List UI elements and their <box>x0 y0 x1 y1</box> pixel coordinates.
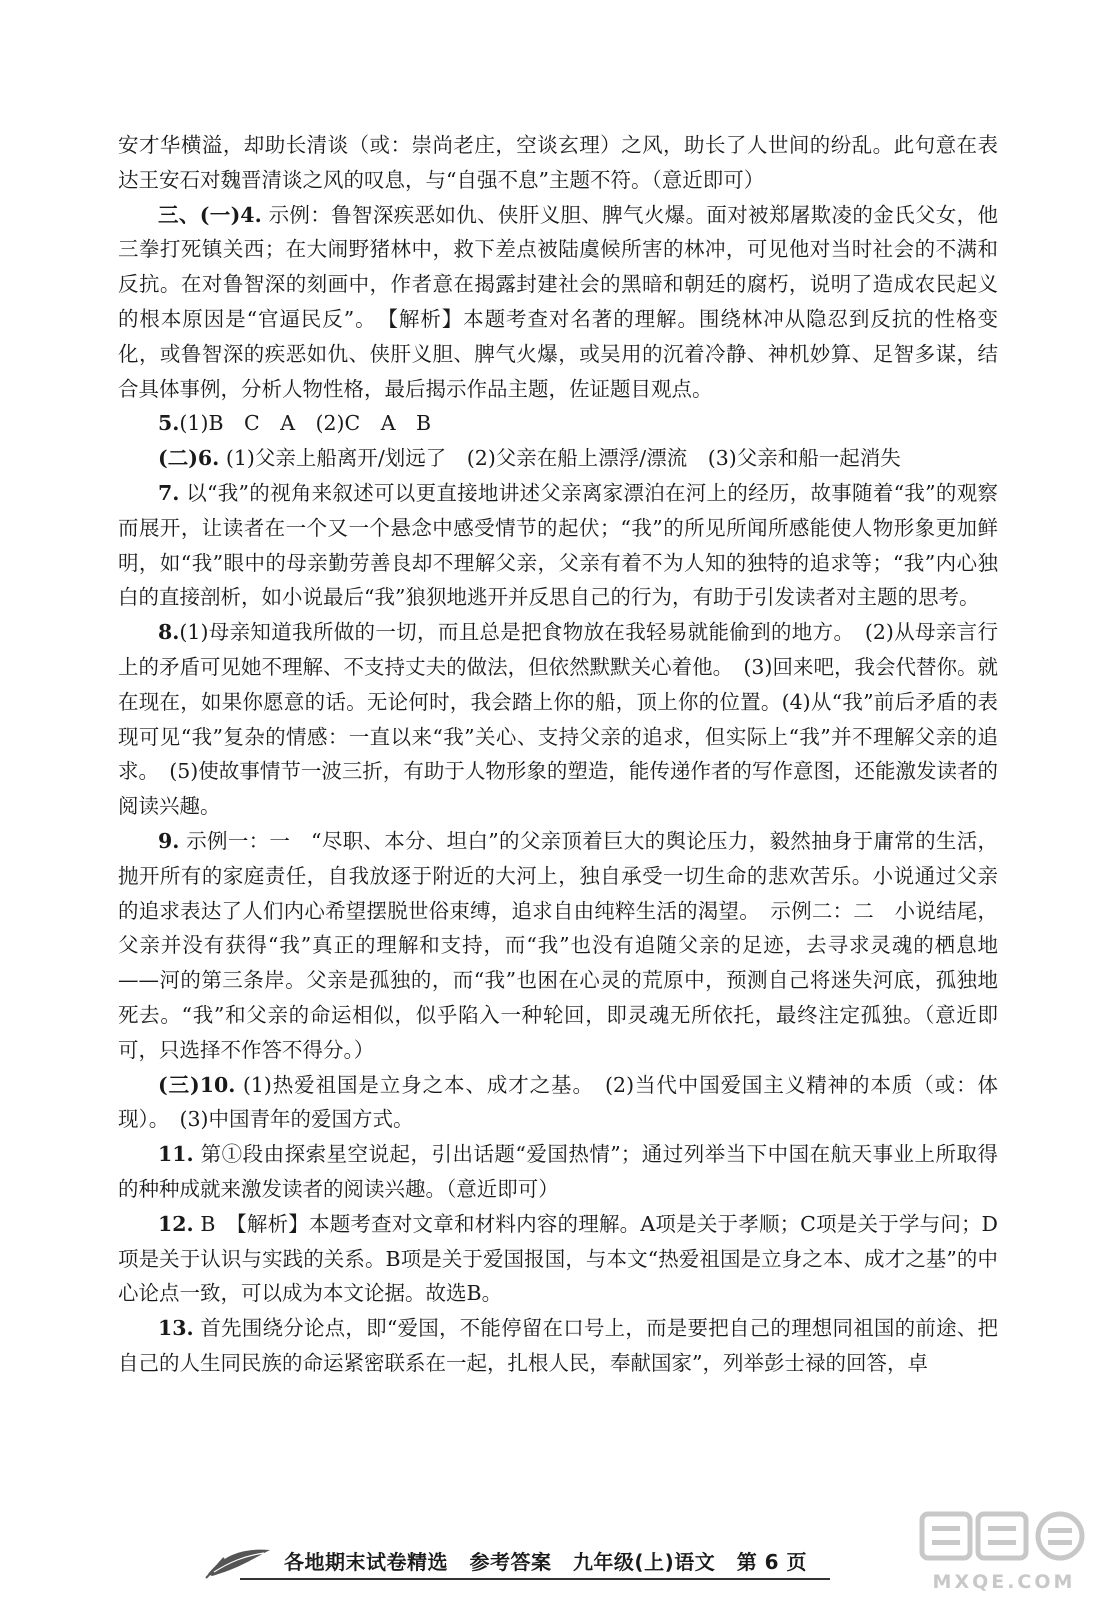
question-number: (二)6. <box>158 446 220 471</box>
answer-paragraph <box>118 1137 998 1207</box>
watermark-logo <box>916 1508 1092 1594</box>
footer-grade-subject: 九年级(上)语文 <box>572 1550 716 1574</box>
footer-series: 各地期末试卷精选 <box>284 1550 448 1574</box>
answer-text-run: (1)母亲知道我所做的一切，而且总是把食物放在我轻易就能偷到的地方。 (2)从母亲言行上的矛盾可见她不理解、不支持丈夫的做法，但依然默默关心着他。 (3)回来吧，我会代替你。就在现在，如果你愿意的话。无论何时，我会踏上你的船，顶上你的位置。(4)从“我”前后矛盾的表现可见“我”复杂的情感：一直以来“我”关心、支持父亲的追求，但实际上“我”并不理解父亲的追求。 (5)使故事情节一波三折，有助于人物形象的塑造，能传递作者的写作意图，还能激发读者的阅读兴趣。 <box>118 620 998 819</box>
answer-paragraph <box>118 824 998 1068</box>
answer-paragraph <box>118 198 998 407</box>
answer-text-run: B 【解析】本题考查对文章和材料内容的理解。A项是关于孝顺；C项是关于学与问；D项是关于认识与实践的关系。B项是关于爱国报国，与本文“热爱祖国是立身之本、成才之基”的中心论点一致，可以成为本文论据。故选B。 <box>118 1211 998 1306</box>
answer-paragraph <box>118 1207 998 1311</box>
question-number: 8. <box>158 620 180 645</box>
answer-paragraph <box>118 406 998 441</box>
answer-text-run: 示例：鲁智深疾恶如仇、侠肝义胆、脾气火爆。面对被郑屠欺凌的金氏父女，他三拳打死镇关西；在大闹野猪林中，救下差点被陆虞候所害的林冲，可见他对当时社会的不满和反抗。在对鲁智深的刻画中，作者意在揭露封建社会的黑暗和朝廷的腐朽，说明了造成农民起义的根本原因是“官逼民反”。 【解析】本题考查对名著的理解。围绕林冲从隐忍到反抗的性格变化，或鲁智深的疾恶如仇、侠肝义胆、脾气火爆，或吴用的沉着冷静、神机妙算、足智多谋，结合具体事例，分析人物性格，最后揭示作品主题，佐证题目观点。 <box>118 202 998 401</box>
answer-paragraph <box>118 476 998 615</box>
answer-text-run: 示例一：一 “尽职、本分、坦白”的父亲顶着巨大的舆论压力，毅然抽身于庸常的生活，抛开所有的家庭责任，自我放逐于附近的大河上，独自承受一切生命的悲欢苦乐。小说通过父亲的追求表达了人们内心希望摆脱世俗束缚，追求自由纯粹生活的渴望。 示例二：二 小说结尾，父亲并没有获得“我”真正的理解和支持，而“我”也没有追随父亲的足迹，去寻求灵魂的栖息地——河的第三条岸。父亲是孤独的，而“我”也困在心灵的荒原中，预测自己将迷失河底，孤独地死去。“我”和父亲的命运相似，似乎陷入一种轮回，即灵魂无所依托，最终注定孤独。（意近即可，只选择不作答不得分。） <box>118 828 998 1062</box>
answer-paragraph <box>118 1068 998 1138</box>
question-number: 9. <box>158 828 180 853</box>
question-number: 三、(一)4. <box>158 202 262 227</box>
footer-rule <box>240 1578 830 1580</box>
answer-text-run: (1)父亲上船离开/划远了 (2)父亲在船上漂浮/漂流 (3)父亲和船一起消失 <box>219 446 901 471</box>
watermark-site-text: MXQE.COM <box>932 1571 1076 1593</box>
answer-paragraph <box>118 128 998 198</box>
footer-text <box>284 1546 821 1575</box>
answer-text <box>118 128 998 1381</box>
question-number: 7. <box>158 480 180 505</box>
answer-text-run: 以“我”的视角来叙述可以更直接地讲述父亲离家漂泊在河上的经历，故事随着“我”的观察而展开，让读者在一个又一个悬念中感受情节的起伏；“我”的所见所闻所感能使人物形象更加鲜明，如“我”眼中的母亲勤劳善良却不理解父亲，父亲有着不为人知的独特的追求等；“我”内心独白的直接剖析，如小说最后“我”狼狈地逃开并反思自己的行为，有助于引发读者对主题的思考。 <box>118 480 998 610</box>
answer-text-run: (1)热爱祖国是立身之本、成才之基。 (2)当代中国爱国主义精神的本质（或：体现）。 (3)中国青年的爱国方式。 <box>118 1072 998 1132</box>
footer-page-number: 第 6 页 <box>736 1550 808 1574</box>
answer-paragraph <box>118 615 998 824</box>
answer-text-run: 第①段由探索星空说起，引出话题“爱国热情”；通过列举当下中国在航天事业上所取得的种种成就来激发读者的阅读兴趣。（意近即可） <box>118 1142 998 1201</box>
answer-text-run: (1)B C A (2)C A B <box>179 411 432 436</box>
question-number: (三)10. <box>158 1072 236 1097</box>
question-number: 11. <box>158 1142 194 1167</box>
question-number: 13. <box>158 1316 194 1341</box>
answer-paragraph <box>118 1311 998 1381</box>
answer-paragraph <box>118 441 998 476</box>
question-number: 5. <box>158 411 180 436</box>
leaf-ornament-icon <box>204 1544 274 1580</box>
answer-text-run: 首先围绕分论点，即“爱国，不能停留在口号上，而是要把自己的理想同祖国的前途、把自己的人生同民族的命运紧密联系在一起，扎根人民，奉献国家”，列举彭士禄的回答，卓 <box>118 1316 998 1375</box>
answer-text-run: 安才华横溢，却助长清谈（或：崇尚老庄，空谈玄理）之风，助长了人世间的纷乱。此句意在表达王安石对魏晋清谈之风的叹息，与“自强不息”主题不符。（意近即可） <box>118 133 998 192</box>
question-number: 12. <box>158 1211 194 1236</box>
footer-section: 参考答案 <box>469 1550 552 1574</box>
